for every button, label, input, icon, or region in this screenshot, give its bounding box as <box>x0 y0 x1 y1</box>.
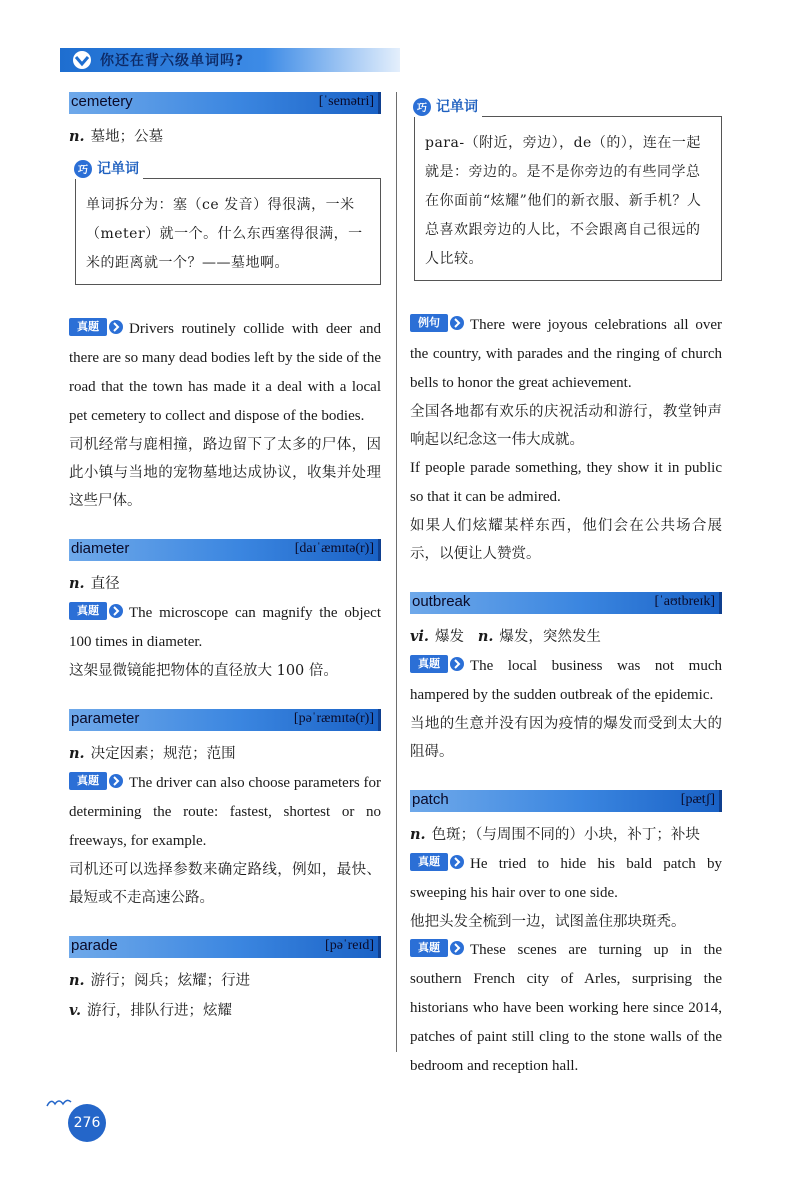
left-column <box>69 92 381 1026</box>
svg-text:巧: 巧 <box>417 103 427 114</box>
phonetic: [pəˈreɪd] <box>325 938 374 953</box>
arrow-right-icon <box>109 773 123 789</box>
headword: cemetery <box>71 93 133 110</box>
headword: diameter <box>71 540 130 557</box>
exam-badge: 真题 <box>69 318 123 336</box>
memory-tip-title: 记单词 <box>436 99 478 115</box>
definition-text: 墓地；公墓 <box>90 129 164 145</box>
tip-icon <box>72 157 94 179</box>
phonetic: [ˈsemətri] <box>318 94 374 109</box>
phonetic: [pætʃ] <box>680 792 715 807</box>
arrow-right-icon <box>450 656 464 672</box>
word-bar-outbreak <box>410 592 722 614</box>
right-column <box>410 92 722 1081</box>
headword: outbreak <box>412 593 471 610</box>
wave-decoration-icon <box>46 1094 72 1110</box>
chapter-title: 你还在背六级单词吗? <box>100 53 245 69</box>
example-en: 例句 There were joyous celebrations all over the country, with parades and the ringing of church bells to honor the great achievement. <box>410 316 722 391</box>
memory-tip-title: 记单词 <box>97 161 139 177</box>
definition: n. 色斑；（与周围不同的）小块，补丁；补块 <box>410 826 700 843</box>
example-en: 真题 The local business was not much hampered by the sudden outbreak of the epidemic. <box>410 657 722 703</box>
column-divider <box>396 92 397 1052</box>
exam-badge: 真题 <box>69 602 123 620</box>
definition-verb: v. 游行，排队行进；炫耀 <box>69 1002 233 1019</box>
example-cn: 司机还可以选择参数来确定路线，例如，最快、最短或不走高速公路。 <box>69 862 381 906</box>
memory-tip-box <box>414 99 722 281</box>
example-en: 真题 He tried to hide his bald patch by sweeping his hair over to one side. <box>410 855 722 901</box>
chevron-down-icon <box>72 50 92 70</box>
example-cn: 这架显微镜能把物体的直径放大 100 倍。 <box>69 663 338 679</box>
phonetic: [pəˈræmɪtə(r)] <box>293 711 374 726</box>
word-bar-diameter <box>69 539 381 561</box>
arrow-right-icon <box>450 315 464 331</box>
word-bar-patch <box>410 790 722 812</box>
memory-tip-header <box>411 95 482 117</box>
example-cn: 全国各地都有欢乐的庆祝活动和游行，教堂钟声响起以纪念这一伟大成就。 <box>410 404 722 448</box>
arrow-right-icon <box>450 940 464 956</box>
definition: n. 决定因素；规范；范围 <box>69 745 236 762</box>
svg-text:巧: 巧 <box>78 165 88 176</box>
example-en: 真题 The microscope can magnify the object 100 times in diameter. <box>69 604 381 650</box>
word-bar-parameter <box>69 709 381 731</box>
chapter-header <box>60 48 400 72</box>
exam-badge: 真题 <box>410 655 464 673</box>
definition-noun: n. 游行；阅兵；炫耀；行进 <box>69 972 251 989</box>
example-en: 真题 Drivers routinely collide with deer and there are so many dead bodies left by the side of the road that the town has made it a deal with a local pet cemetery to collect and dispose of the bodies. <box>69 320 381 424</box>
usage-note-en: If people parade something, they show it in public so that it can be admired. <box>410 460 722 505</box>
example-cn: 他把头发全梳到一边，试图盖住那块斑秃。 <box>410 914 686 930</box>
headword: parameter <box>71 710 140 727</box>
arrow-right-icon <box>450 854 464 870</box>
arrow-right-icon <box>109 603 123 619</box>
definition: vi. 爆发 n. 爆发，突然发生 <box>410 628 601 645</box>
memory-tip-text: 单词拆分为：塞（ce 发音）得很满，一米（meter）就一个。什么东西塞得很满，一米的距离就一个？——墓地啊。 <box>86 197 363 271</box>
part-of-speech: n. <box>69 128 85 145</box>
headword: parade <box>71 937 118 954</box>
exam-badge: 真题 <box>410 853 464 871</box>
example-cn: 当地的生意并没有因为疫情的爆发而受到太大的阻碍。 <box>410 716 722 760</box>
exam-badge: 真题 <box>69 772 123 790</box>
memory-tip-header <box>72 157 143 179</box>
word-bar-cemetery <box>69 92 381 114</box>
word-bar-parade <box>69 936 381 958</box>
definition: n. 直径 <box>69 575 120 592</box>
usage-note-cn: 如果人们炫耀某样东西，他们会在公共场合展示，以便让人赞赏。 <box>410 518 722 562</box>
example-cn: 司机经常与鹿相撞，路边留下了太多的尸体，因此小镇与当地的宠物墓地达成协议，收集并处理这些尸体。 <box>69 437 381 509</box>
headword: patch <box>412 791 449 808</box>
example-en: 真题 The driver can also choose parameters for determining the route: fastest, shortest or no freeways, for example. <box>69 774 381 849</box>
example-badge: 例句 <box>410 314 464 332</box>
example-en: 真题 These scenes are turning up in the southern French city of Arles, surprising the historians who have been working here since 2014, patches of paint still cling to the stone walls of the bedroom and reception hall. <box>410 941 722 1074</box>
phonetic: [daɪˈæmɪtə(r)] <box>294 541 374 556</box>
exam-badge: 真题 <box>410 939 464 957</box>
page-number: 276 <box>68 1104 106 1142</box>
tip-icon <box>411 95 433 117</box>
definition <box>69 122 381 152</box>
memory-tip-box <box>75 161 381 285</box>
memory-tip-text: para-（附近，旁边），de（的），连在一起就是：旁边的。是不是你旁边的有些同学总在你面前“炫耀”他们的新衣服、新手机？人总喜欢跟旁边的人比，不会跟离自己很远的人比较。 <box>425 135 702 267</box>
phonetic: [ˈaʊtbreɪk] <box>654 594 715 609</box>
arrow-right-icon <box>109 319 123 335</box>
